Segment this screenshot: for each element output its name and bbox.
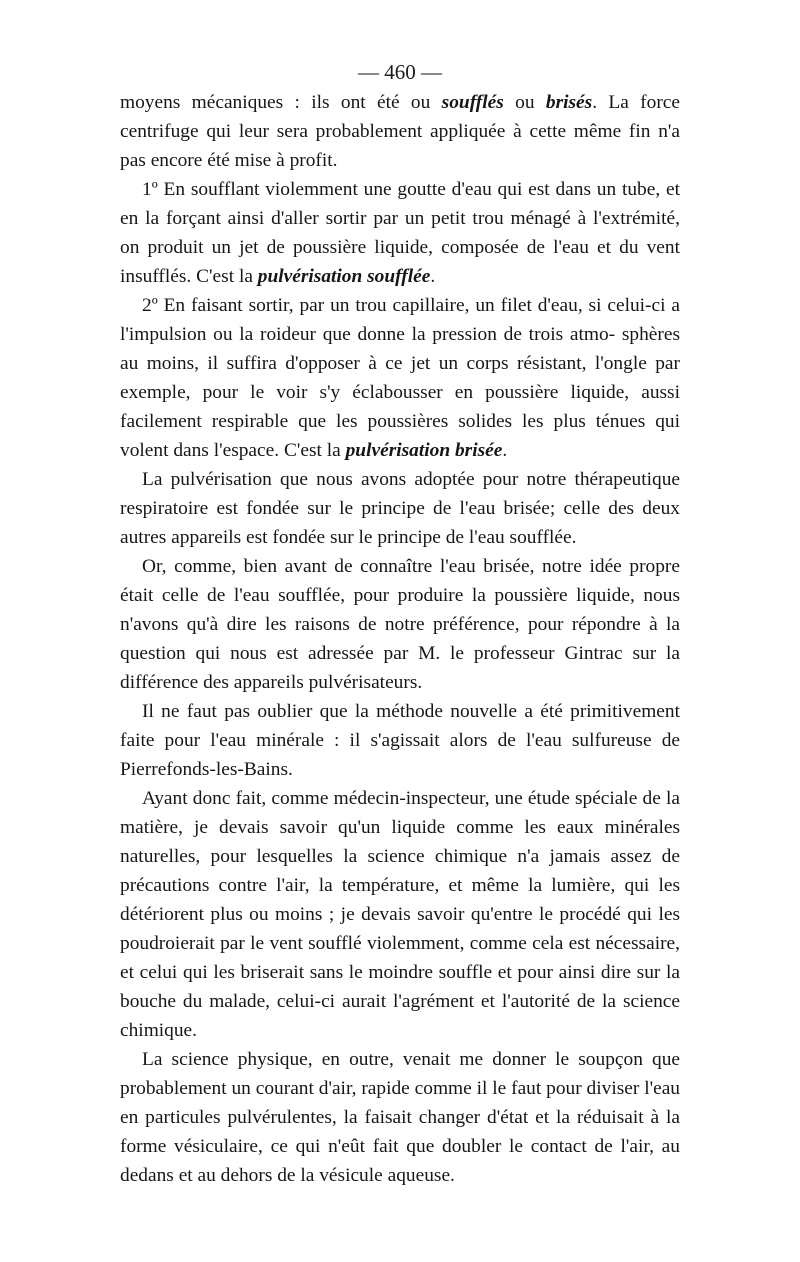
italic-term: soufflés (441, 92, 504, 113)
paragraph (120, 88, 680, 175)
text-run: 1º En soufflant violemment une goutte d'eau qui est dans un tube, et en la forçant ainsi d'aller sortir par un petit trou ménagé à l'extrémité, on produit un jet de poussière liquide, composée de l'eau et du vent insufflés. C'est la (120, 179, 680, 287)
page-number: — 460 — (358, 60, 442, 84)
italic-term: pulvérisation soufflée (257, 266, 431, 287)
text-run: . La force centrifuge qui leur sera probablement appliquée à cette même fin n'a pas encore été mise à profit. (120, 92, 680, 171)
text-run: 2º En faisant sortir, par un trou capillaire, un filet d'eau, si celui-ci a l'impulsion ou la roideur que donne la pression de trois atmo- sphères au moins, il suffira d'opposer à ce jet un corps résistant, l'ongle par exemple, pour le voir s'y éclabousser en poussière liquide, aussi facilement respirable que les poussières solides les plus ténues qui volent dans l'espace. C'est la (120, 295, 680, 461)
paragraph (120, 465, 680, 552)
text-run: La science physique, en outre, venait me donner le soupçon que probablement un courant d'air, rapide comme il le faut pour diviser l'eau en particules pulvérulentes, la faisait changer d'état et la réduisait à la forme vésiculaire, ce qui n'eût fait que doubler le contact de l'air, au dedans et au dehors de la vésicule aqueuse. (120, 1049, 680, 1186)
paragraph (120, 291, 680, 465)
text-run: ou (503, 92, 546, 113)
paragraph (120, 552, 680, 697)
text-run: Ayant donc fait, comme médecin-inspecteur, une étude spéciale de la matière, je devais savoir qu'un liquide comme les eaux minérales naturelles, pour lesquelles la science chimique n'a jamais assez de précautions contre l'air, la température, et même la lumière, qui les détériorent plus ou moins ; je devais savoir qu'entre le procédé qui les poudroierait par le vent soufflé violemment, comme cela est nécessaire, et celui qui les briserait sans le moindre souffle et pour ainsi dire sur la bouche du malade, celui-ci aurait l'agrément et l'autorité de la science chimique. (120, 788, 680, 1041)
paragraph (120, 1045, 680, 1190)
body-text (120, 88, 680, 1190)
text-run: Il ne faut pas oublier que la méthode nouvelle a été primitivement faite pour l'eau minérale : il s'agissait alors de l'eau sulfureuse de Pierrefonds-les-Bains. (120, 701, 680, 780)
paragraph (120, 175, 680, 291)
paragraph (120, 784, 680, 1045)
paragraph (120, 697, 680, 784)
text-run: moyens mécaniques : ils ont été ou (120, 92, 442, 113)
text-run: . (430, 266, 436, 287)
text-run: La pulvérisation que nous avons adoptée pour notre thérapeutique respiratoire est fondée sur le principe de l'eau brisée; celle des deux autres appareils est fondée sur le principe de l'eau soufflée. (120, 469, 680, 548)
italic-term: brisés (545, 92, 593, 113)
text-run: Or, comme, bien avant de connaître l'eau brisée, notre idée propre était celle de l'eau soufflée, pour produire la poussière liquide, nous n'avons qu'à dire les raisons de notre préférence, pour répondre à la question qui nous est adressée par M. le professeur Gintrac sur la différence des appareils pulvérisateurs. (120, 556, 680, 693)
italic-term: pulvérisation brisée (345, 440, 503, 461)
text-run: . (502, 440, 508, 461)
